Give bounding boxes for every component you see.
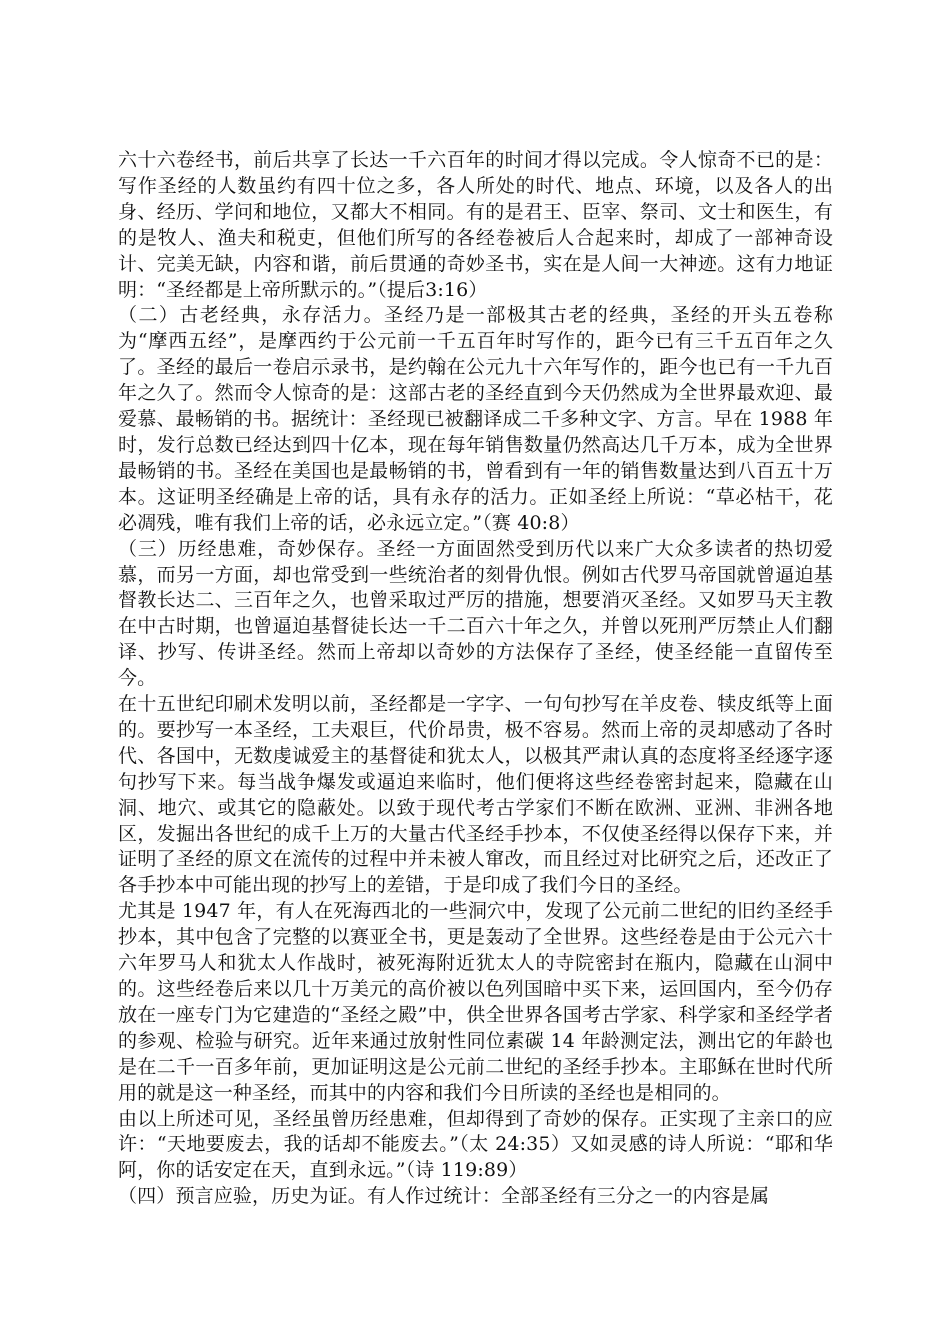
document-body bbox=[118, 148, 833, 1210]
paragraph-prophecy: （四）预言应验，历史为证。有人作过统计：全部圣经有三分之一的内容是属 bbox=[118, 1185, 770, 1208]
paragraph-dead-sea-scrolls: 尤其是 1947 年，有人在死海西北的一些洞穴中，发现了公元前二世纪的旧约圣经手抄本，其中包含了完整的以赛亚全书，更是轰动了全世界。这些经卷是由于公元六十六年罗马人和犹太人作战时，被死海附近犹太人的寺院密封在瓶内，隐藏在山洞中的。这些经卷后来以几十万美元的高价被以色列国暗中买下来，运回国内，至今仍存放在一座专门为它建造的“圣经之殿”中，供全世界各国考古学家、科学家和圣经学者的参观、检验与研究。近年来通过放射性同位素碳 14 年龄测定法，测出它的年龄也是在二千一百多年前，更加证明这是公元前二世纪的圣经手抄本。主耶稣在世时代所用的就是这一种圣经，而其中的内容和我们今日所读的圣经也是相同的。 bbox=[118, 900, 833, 1104]
paragraph-preservation: （三）历经患难，奇妙保存。圣经一方面固然受到历代以来广大众多读者的热切爱慕，而另一方面，却也常受到一些统治者的刻骨仇恨。例如古代罗马帝国就曾逼迫基督教长达二、三百年之久，也曾采取过严厉的措施，想要消灭圣经。又如罗马天主教在中古时期，也曾逼迫基督徒长达一千二百六十年之久，并曾以死刑严厉禁止人们翻译、抄写、传讲圣经。然而上帝却以奇妙的方法保存了圣经，使圣经能一直留传至今。 bbox=[118, 537, 833, 690]
paragraph-ancient-classic: （二）古老经典，永存活力。圣经乃是一部极其古老的经典，圣经的开头五卷称为“摩西五经”，是摩西约于公元前一千五百年时写作的，距今已有三千五百年之久了。圣经的最后一卷启示录书，是约翰在公元九十六年写作的，距今也已有一千九百年之久了。然而令人惊奇的是：这部古老的圣经直到今天仍然成为全世界最欢迎、最爱慕、最畅销的书。据统计：圣经现已被翻译成二千多种文字、方言。早在 1988 年时，发行总数已经达到四十亿本，现在每年销售数量仍然高达几千万本，成为全世界最畅销的书。圣经在美国也是最畅销的书，曾看到有一年的销售数量达到八百五十万本。这证明圣经确是上帝的话，具有永存的活力。正如圣经上所说：“草必枯干，花必凋残，唯有我们上帝的话，必永远立定。”（赛 40:8） bbox=[118, 304, 833, 534]
paragraph-conclusion: 由以上所述可见，圣经虽曾历经患难，但却得到了奇妙的保存。正实现了主亲口的应许：“天地要废去，我的话却不能废去。”（太 24:35）又如灵感的诗人所说：“耶和华阿，你的话安定在天，直到永远。”（诗 119:89） bbox=[118, 1107, 833, 1182]
paragraph-authorship: 六十六卷经书，前后共享了长达一千六百年的时间才得以完成。令人惊奇不已的是：写作圣经的人数虽约有四十位之多，各人所处的时代、地点、环境，以及各人的出身、经历、学问和地位，又都大不相同。有的是君王、臣宰、祭司、文士和医生，有的是牧人、渔夫和税吏，但他们所写的各经卷被后人合起来时，却成了一部神奇设计、完美无缺，内容和谐，前后贯通的奇妙圣书，实在是人间一大神迹。这有力地证明：“圣经都是上帝所默示的。”（提后3:16） bbox=[118, 149, 833, 301]
paragraph-manuscripts: 在十五世纪印刷术发明以前，圣经都是一字字、一句句抄写在羊皮卷、犊皮纸等上面的。要抄写一本圣经，工夫艰巨，代价昂贵，极不容易。然而上帝的灵却感动了各时代、各国中，无数虔诚爱主的基督徒和犹太人，以极其严肃认真的态度将圣经逐字逐句抄写下来。每当战争爆发或逼迫来临时，他们便将这些经卷密封起来，隐藏在山洞、地穴、或其它的隐蔽处。以致于现代考古学家们不断在欧洲、亚洲、非洲各地区，发掘出各世纪的成千上万的大量古代圣经手抄本，不仅使圣经得以保存下来，并证明了圣经的原文在流传的过程中并未被人窜改，而且经过对比研究之后，还改正了各手抄本中可能出现的抄写上的差错，于是印成了我们今日的圣经。 bbox=[118, 693, 833, 897]
